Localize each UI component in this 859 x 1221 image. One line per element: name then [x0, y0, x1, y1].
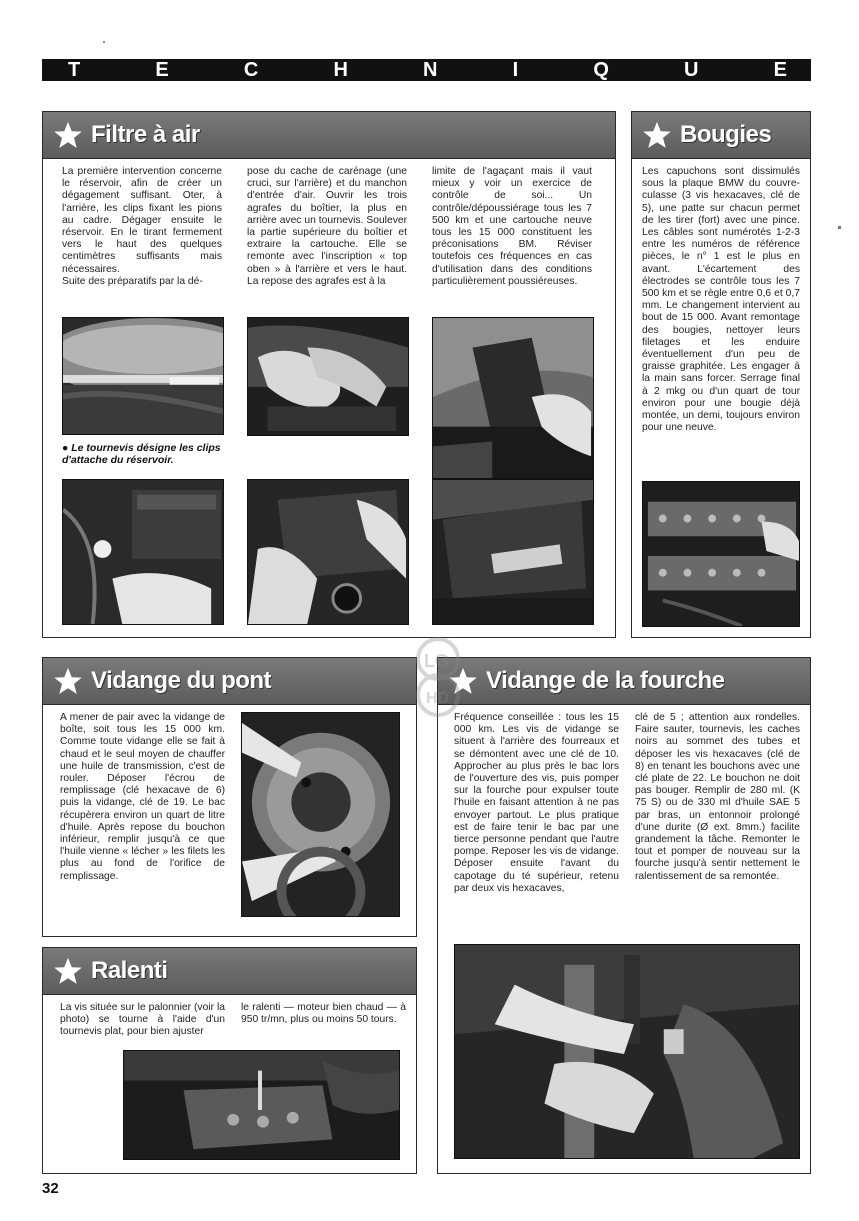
- section-title: Ralenti: [91, 957, 168, 984]
- banner-letter: I: [512, 59, 519, 81]
- ralenti-section: [42, 947, 417, 1174]
- pont-section: [42, 657, 417, 937]
- bmw-box-photo: [432, 479, 594, 625]
- filtre-header: [43, 112, 615, 159]
- pont-header: [43, 658, 416, 705]
- text-column: La vis située sur le palonnier (voir la photo) se tourne à l'aide d'un tournevis plat, pour bien ajuster: [60, 1002, 225, 1038]
- star-icon: [53, 120, 83, 150]
- technique-banner: [42, 59, 811, 81]
- speck: [103, 41, 105, 43]
- banner-letter: N: [423, 59, 438, 81]
- svg-text:LG: LG: [424, 651, 449, 671]
- text-column: le ralenti — moteur bien chaud — à 950 tr/mn, plus ou moins 50 tours.: [241, 1002, 406, 1026]
- fourche-section: [437, 657, 811, 1174]
- text-column: La première intervention concerne le réservoir, afin de créer un dégagement suffisant. Oter, à l'arrière, les clips fixant les pions au cadre. Dégager ensuite le réservoir. En le tirant fermement vers le haut des quelques centimètres suffisants mais nécessaires. Suite des préparatifs par la dé-: [62, 166, 222, 287]
- cartridge-photo: [247, 479, 409, 625]
- reservoir-photo: [62, 317, 224, 435]
- section-title: Vidange du pont: [91, 667, 272, 694]
- section-title: Bougies: [680, 121, 772, 148]
- spark-plug-photo: [642, 481, 800, 627]
- airbox-open-photo: [62, 479, 224, 625]
- text-column: Les capuchons sont dissimulés sous la plaque BMW du couvre-culasse (3 vis hexacaves, clé de 5), une patte sur chacun permet de les tirer (fort) avec une pince. Les câbles sont numérotés 1-2-3 entre les numéros de référence pièces, le n° 1 est le plus en avant. L'écartement des électrodes se contrôle tous les 7 500 km et se règle entre 0,6 et 0,7 mm. Le changement intervient au bout de 15 000. Avant remontage des bougies, nettoyer leurs filetages et les enduire éventuellement d'un peu de graisse graphitée. Les engager à la main sans forcer. Serrage final à 2 mkg ou d'un quart de tour environ pour une bougie déjà montée, un demi, toujours environ pour une neuve.: [642, 166, 800, 434]
- star-icon: [53, 956, 83, 986]
- bougies-section: [631, 111, 811, 638]
- section-title: Filtre à air: [91, 121, 200, 148]
- rear-drive-photo: [241, 712, 400, 917]
- banner-letter: Q: [593, 59, 609, 81]
- text-column: clé de 5 ; attention aux rondelles. Faire sauter, tournevis, les caches noirs au sommet des tubes et déposer les vis hexacaves (clé de 8) en tenant les bouchons avec une clé plate de 22. Le bouchon ne doit pas bouger. Remplir de 280 ml. (K 75 S) ou de 330 ml d'huile SAE 5 par bras, un entonnoir prolongé d'une durite (Ø ext. 8mm.) facilite grandement la tâche. Remonter le tout et pomper de nouveau sur la fourche jusqu'à sentir nettement le ralentissement de sa remontée.: [635, 712, 800, 882]
- banner-letter: C: [243, 59, 259, 81]
- text-column: Fréquence conseillée : tous les 15 000 km. Les vis de vidange se situent à l'arrière des fourreaux et se démontent avec une clé de 10. Approcher au plus près le bac lors de l'ouverture des vis, puis pomper sur la fourche pour expulser toute l'huile en faisant attention à ne pas envoyer partout. Le plus pratique est de faire tenir le bac par une tierce personne pendant que l'autre pompe. Reposer les vis de vidange. Déposer ensuite l'avant du capotage du té supérieur, retenu par deux vis hexacaves,: [454, 712, 619, 894]
- text-column: limite de l'agaçant mais il vaut mieux y voir un exercice de contrôle de soi... Un contrôle/dépoussiérage tous les 7 500 km et une cartouche neuve tous les 15 000 constituent les préconisations BM. Réviser toutefois ces fréquences en cas d'utilisation dans des conditions particulièrement poussiéreuses.: [432, 166, 592, 287]
- text-column: A mener de pair avec la vidange de boîte, soit tous les 15 000 km. Comme toute vidange elle se fait à chaud et le seul moyen de chauffer une huile de transmission, c'est de rouler. Déposer l'écrou de remplissage (clé hexacave de 6) puis la vidange, clé de 19. Le bac récupèrera environ un quart de litre d'huile. Après repose du bouchon inférieur, remplir jusqu'à ce que l'huile vienne « lécher » les filets les plus au fond de l'orifice de remplissage.: [60, 712, 225, 882]
- page-number: 32: [42, 1180, 59, 1197]
- star-icon: [642, 120, 672, 150]
- fork-photo: [454, 944, 800, 1159]
- banner-letter: E: [155, 59, 169, 81]
- svg-text:HD: HD: [426, 690, 450, 707]
- ralenti-header: [43, 948, 416, 995]
- section-title: Vidange de la fourche: [486, 667, 725, 694]
- intake-photo: [432, 317, 594, 479]
- speck: [838, 226, 841, 229]
- airbox-photo: [247, 317, 409, 436]
- watermark-logo: [410, 637, 466, 717]
- star-icon: [53, 666, 83, 696]
- banner-letter: T: [68, 59, 81, 81]
- filtre-section: [42, 111, 616, 638]
- text-column: pose du cache de carénage (une cruci, sur l'arrière) et du manchon d'entrée d'air. Ouvrir les trois agrafes du boîtier, la plus en arrière avec un tournevis. Soulever la partie supérieure du boîtier et extraire la cartouche. Elle se remonte avec l'inscription « top oben » à l'arrière et vers le haut. La repose des agrafes est à la: [247, 166, 407, 287]
- fourche-header: [438, 658, 810, 705]
- banner-letter: H: [333, 59, 348, 81]
- banner-letter: U: [684, 59, 699, 81]
- bougies-header: [632, 112, 810, 159]
- photo-caption: ● Le tournevis désigne les clips d'attache du réservoir.: [62, 442, 221, 466]
- banner-letter: E: [773, 59, 787, 81]
- idle-screw-photo: [123, 1050, 400, 1160]
